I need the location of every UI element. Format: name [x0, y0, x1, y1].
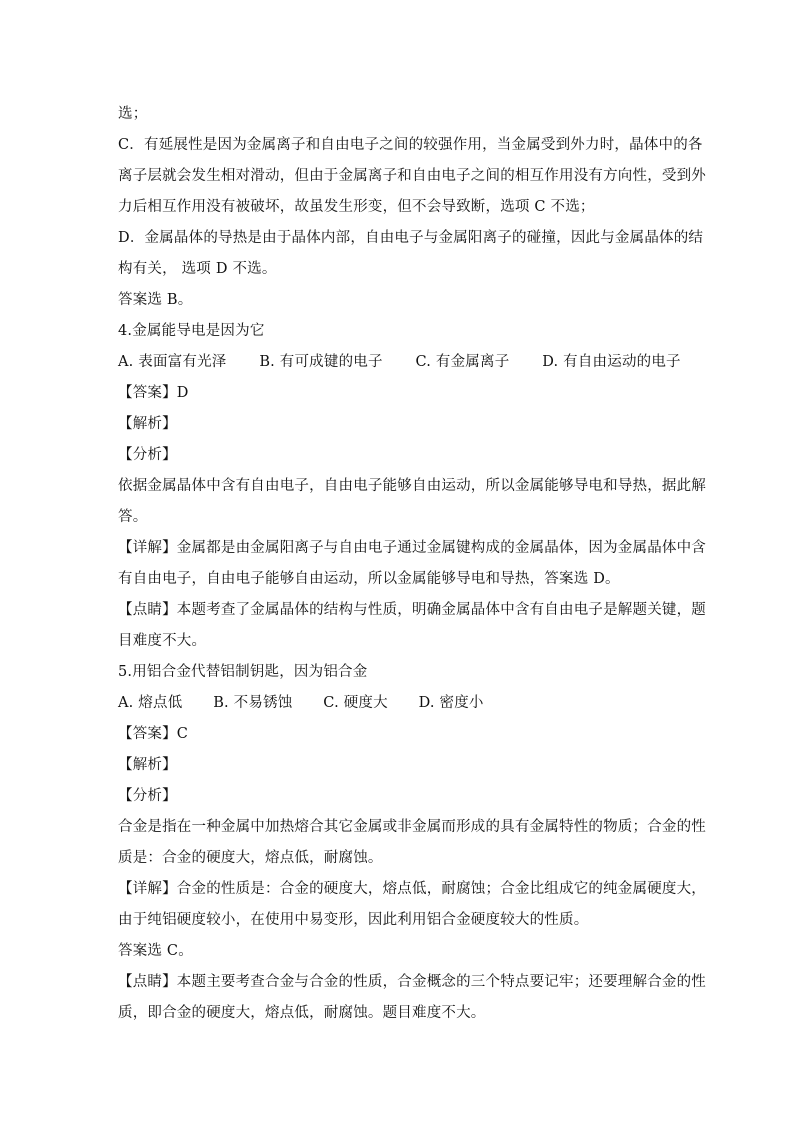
option-b: B. 不易锈蚀 [213, 695, 293, 711]
question-4-stem: 4.金属能导电是因为它 [118, 323, 265, 339]
text-line: 答。 [118, 509, 148, 525]
answer-line: 答案选 B。 [118, 292, 193, 308]
answer-label: 【答案】C [118, 726, 189, 742]
question-4-options [118, 347, 681, 378]
document-page [118, 99, 706, 1029]
option-a: A. 表面富有光泽 [118, 354, 227, 370]
analysis-label: 【解析】 [118, 757, 177, 773]
comment-line: 【点睛】本题主要考查合金与合金的性质，合金概念的三个特点要记牢；还要理解合金的性 [118, 974, 706, 990]
breakdown-label: 【分析】 [118, 788, 177, 804]
option-c: C. 硬度大 [323, 695, 388, 711]
question-5-options [118, 688, 678, 719]
comment-line: 【点睛】本题考查了金属晶体的结构与性质，明确金属晶体中含有自由电子是解题关键，题 [118, 602, 706, 618]
text-line: 依据金属晶体中含有自由电子，自由电子能够自由运动，所以金属能够导电和导热，据此解 [118, 478, 706, 494]
option-a: A. 熔点低 [118, 695, 183, 711]
answer-line: 答案选 C。 [118, 943, 193, 959]
breakdown-label: 【分析】 [118, 447, 177, 463]
text-line: 离子层就会发生相对滑动，但由于金属离子和自由电子之间的相互作用没有方向性，受到外 [118, 168, 706, 184]
analysis-label: 【解析】 [118, 416, 177, 432]
text-line: 选； [118, 106, 148, 122]
text-line: 力后相互作用没有被破坏，故虽发生形变，但不会导致断，选项 C 不选； [118, 199, 595, 215]
question-5-stem: 5.用铝合金代替铝制钥匙，因为铝合金 [118, 664, 368, 680]
answer-label: 【答案】D [118, 385, 189, 401]
text-line: 目难度不大。 [118, 633, 207, 649]
detail-line: 【详解】合金的性质是：合金的硬度大，熔点低，耐腐蚀；合金比组成它的纯金属硬度大， [118, 881, 706, 897]
text-line: D．金属晶体的导热是由于晶体内部，自由电子与金属阳离子的碰撞，因此与金属晶体的结 [118, 230, 704, 246]
text-line: 质是：合金的硬度大，熔点低，耐腐蚀。 [118, 850, 383, 866]
detail-line: 【详解】金属都是由金属阳离子与自由电子通过金属键构成的金属晶体，因为金属晶体中含 [118, 540, 706, 556]
text-line: 由于纯铝硬度较小，在使用中易变形，因此利用铝合金硬度较大的性质。 [118, 912, 589, 928]
text-line: 质，即合金的硬度大，熔点低，耐腐蚀。题目难度不大。 [118, 1005, 486, 1021]
text-line: 合金是指在一种金属中加热熔合其它金属或非金属而形成的具有金属特性的物质；合金的性 [118, 819, 706, 835]
text-line: 构有关， 选项 D 不选。 [118, 261, 277, 277]
option-d: D. 密度小 [418, 695, 484, 711]
option-d: D. 有自由运动的电子 [542, 354, 681, 370]
text-line: C．有延展性是因为金属离子和自由电子之间的较强作用，当金属受到外力时，晶体中的各 [118, 137, 703, 153]
option-b: B. 有可成键的电子 [259, 354, 383, 370]
text-line: 有自由电子，自由电子能够自由运动，所以金属能够导电和导热，答案选 D。 [118, 571, 620, 587]
option-c: C. 有金属离子 [415, 354, 510, 370]
